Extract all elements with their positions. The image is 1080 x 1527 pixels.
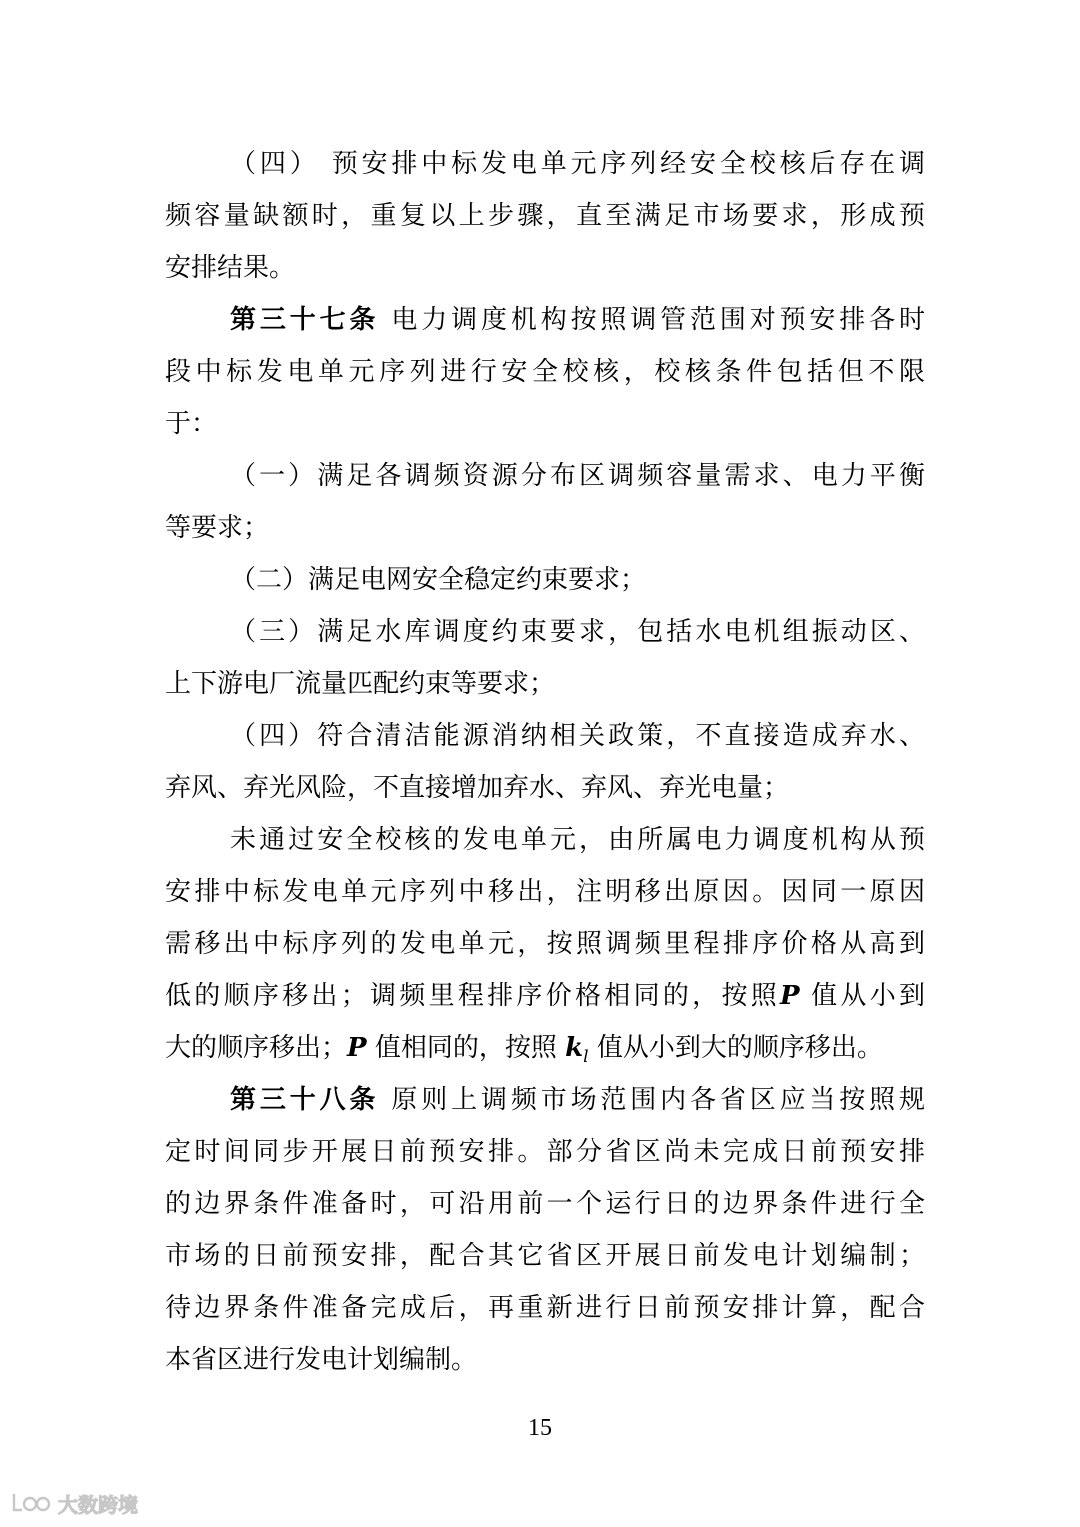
paragraph-line: 的边界条件准备时，可沿用前一个运行日的边界条件进行全: [165, 1189, 925, 1219]
watermark: [10, 1488, 138, 1518]
paragraph-text: 值从小到: [799, 981, 925, 1011]
list-item-line: （一）满足各调频资源分布区调频容量需求、电力平衡: [230, 461, 925, 491]
paragraph-line: 频容量缺额时，重复以上步骤，直至满足市场要求，形成预: [165, 201, 925, 231]
paragraph-line: 市场的日前预安排，配合其它省区开展日前发电计划编制；: [165, 1241, 925, 1271]
paragraph-line: [165, 1031, 925, 1065]
math-subscript-l: l: [583, 1047, 589, 1065]
paragraph-line: 未通过安全校核的发电单元，由所属电力调度机构从预: [230, 825, 925, 855]
paragraph-text: 低的顺序移出；调频里程排序价格相同的，按照: [165, 981, 781, 1011]
paragraph-text: 原则上调频市场范围内各省区应当按照规: [379, 1085, 925, 1115]
math-variable-k: k: [565, 1033, 584, 1063]
watermark-text: 大数跨境: [58, 1492, 138, 1517]
math-variable-p: P: [347, 1033, 367, 1063]
paragraph-line: 段中标发电单元序列进行安全校核，校核条件包括但不限: [165, 357, 925, 387]
article-38-heading-line: [230, 1083, 925, 1117]
article-37-heading-line: [230, 303, 925, 337]
paragraph-text: 电力调度机构按照调管范围对预安排各时: [379, 305, 925, 335]
paragraph-text: 值从小到大的顺序移出。: [588, 1033, 883, 1063]
paragraph-line: 待边界条件准备完成后，再重新进行日前预安排计算，配合: [165, 1293, 925, 1323]
list-item-line: 等要求；: [165, 513, 270, 543]
article-38-label: 第三十八条: [230, 1085, 380, 1115]
paragraph-text: 大的顺序移出；: [165, 1033, 348, 1063]
list-item-line: （二）满足电网安全稳定约束要求；: [230, 565, 647, 595]
list-item-line: （三）满足水库调度约束要求，包括水电机组振动区、: [230, 617, 925, 647]
paragraph-line: 安排中标发电单元序列中移出，注明移出原因。因同一原因: [165, 877, 925, 907]
paragraph-line: （四） 预安排中标发电单元序列经安全校核后存在调: [230, 149, 925, 179]
list-item-line: （四）符合清洁能源消纳相关政策，不直接造成弃水、: [230, 721, 925, 751]
article-37-label: 第三十七条: [230, 305, 380, 335]
list-item-line: 弃风、弃光风险，不直接增加弃水、弃风、弃光电量；: [165, 773, 790, 803]
paragraph-line: [165, 979, 925, 1013]
list-item-line: 上下游电厂流量匹配约束等要求；: [165, 669, 556, 699]
math-variable-p: P: [780, 981, 800, 1011]
watermark-logo-icon: [10, 1490, 52, 1516]
paragraph-line: 定时间同步开展日前预安排。部分省区尚未完成日前预安排: [165, 1137, 925, 1167]
page-number: 15: [528, 1415, 552, 1441]
paragraph-line: 本省区进行发电计划编制。: [165, 1345, 478, 1375]
paragraph-line: 安排结果。: [165, 253, 296, 283]
paragraph-line: 需移出中标序列的发电单元，按照调频里程排序价格从高到: [165, 929, 925, 959]
paragraph-text: 值相同的，按照: [366, 1033, 566, 1063]
paragraph-line: 于：: [165, 409, 218, 439]
